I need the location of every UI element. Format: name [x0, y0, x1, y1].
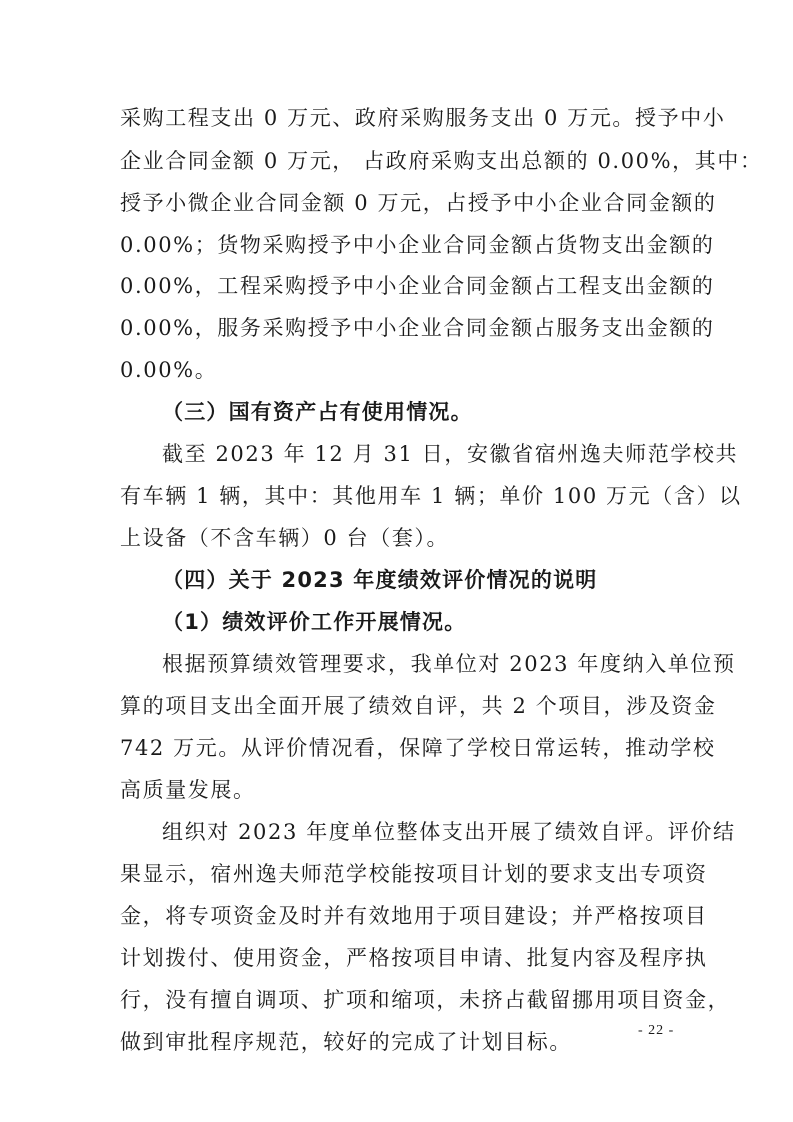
paragraph-line: 0.00%，服务采购授予中小企业合同金额占服务支出金额的: [120, 316, 715, 340]
paragraph-line: 行，没有擅自调项、扩项和缩项，未挤占截留挪用项目资金，: [120, 988, 731, 1012]
paragraph-line: 742 万元。从评价情况看，保障了学校日常运转，推动学校: [120, 736, 716, 760]
subsection-heading: （1）绩效评价工作开展情况。: [162, 610, 467, 634]
paragraph-line: 组织对 2023 年度单位整体支出开展了绩效自评。评价结: [162, 820, 736, 844]
paragraph-line: 根据预算绩效管理要求，我单位对 2023 年度纳入单位预: [162, 652, 736, 676]
paragraph-line: 上设备（不含车辆）0 台（套）。: [120, 526, 450, 550]
paragraph-line: 算的项目支出全面开展了绩效自评，共 2 个项目，涉及资金: [120, 694, 717, 718]
paragraph-line: 0.00%；货物采购授予中小企业合同金额占货物支出金额的: [120, 233, 715, 257]
paragraph-line: 授予小微企业合同金额 0 万元，占授予中小企业合同金额的: [120, 191, 717, 215]
section-heading: （三）国有资产占有使用情况。: [162, 400, 473, 424]
paragraph-line: 有车辆 1 辆，其中：其他用车 1 辆；单价 100 万元（含）以: [120, 484, 742, 508]
paragraph-line: 0.00%。: [120, 358, 218, 382]
paragraph-line: 企业合同金额 0 万元， 占政府采购支出总额的 0.00%，其中：: [120, 149, 763, 173]
paragraph-line: 果显示，宿州逸夫师范学校能按项目计划的要求支出专项资: [120, 862, 708, 886]
paragraph-line: 计划拨付、使用资金，严格按项目申请、批复内容及程序执: [120, 946, 708, 970]
paragraph-line: 金，将专项资金及时并有效地用于项目建设；并严格按项目: [120, 904, 708, 928]
paragraph-line: 高质量发展。: [120, 778, 256, 802]
page-number: - 22 -: [638, 1023, 675, 1038]
paragraph-line: 做到审批程序规范，较好的完成了计划目标。: [120, 1030, 572, 1054]
paragraph-line: 0.00%，工程采购授予中小企业合同金额占工程支出金额的: [120, 274, 715, 298]
paragraph-line: 截至 2023 年 12 月 31 日，安徽省宿州逸夫师范学校共: [162, 442, 739, 466]
paragraph-line: 采购工程支出 0 万元、政府采购服务支出 0 万元。授予中小: [120, 106, 726, 130]
section-heading: （四）关于 2023 年度绩效评价情况的说明: [162, 568, 598, 592]
